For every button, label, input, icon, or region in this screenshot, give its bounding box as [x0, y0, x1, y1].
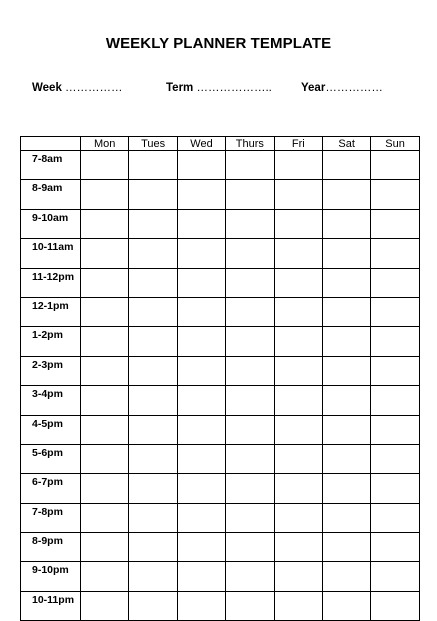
planner-cell[interactable]	[371, 209, 419, 238]
planner-cell[interactable]	[81, 562, 129, 591]
planner-cell[interactable]	[274, 327, 322, 356]
planner-cell[interactable]	[371, 239, 419, 268]
week-label: Week	[32, 82, 66, 94]
day-header-fri: Fri	[274, 137, 322, 151]
time-slot-label: 4-5pm	[21, 415, 81, 444]
planner-cell[interactable]	[129, 268, 177, 297]
planner-cell[interactable]	[226, 444, 274, 473]
time-row	[21, 474, 420, 503]
planner-cell[interactable]	[177, 503, 225, 532]
planner-cell[interactable]	[371, 444, 419, 473]
time-row	[21, 386, 420, 415]
planner-cell[interactable]	[81, 444, 129, 473]
planner-cell[interactable]	[177, 444, 225, 473]
time-slot-label: 1-2pm	[21, 327, 81, 356]
planner-cell[interactable]	[81, 356, 129, 385]
time-row	[21, 415, 420, 444]
planner-cell[interactable]	[129, 180, 177, 209]
planner-cell[interactable]	[226, 533, 274, 562]
day-header-mon: Mon	[81, 137, 129, 151]
time-slot-label: 9-10pm	[21, 562, 81, 591]
planner-cell[interactable]	[129, 562, 177, 591]
planner-cell[interactable]	[274, 268, 322, 297]
planner-cell[interactable]	[226, 503, 274, 532]
time-slot-label: 7-8am	[21, 151, 81, 180]
planner-cell[interactable]	[129, 151, 177, 180]
planner-cell[interactable]	[129, 533, 177, 562]
planner-cell[interactable]	[129, 297, 177, 326]
planner-cell[interactable]	[274, 239, 322, 268]
planner-cell[interactable]	[81, 268, 129, 297]
planner-cell[interactable]	[81, 180, 129, 209]
planner-body	[21, 151, 420, 621]
planner-cell[interactable]	[81, 239, 129, 268]
planner-cell[interactable]	[371, 297, 419, 326]
planner-cell[interactable]	[177, 474, 225, 503]
planner-cell[interactable]	[129, 503, 177, 532]
weekly-planner-table	[20, 136, 420, 621]
planner-cell[interactable]	[226, 356, 274, 385]
planner-cell[interactable]	[129, 356, 177, 385]
planner-cell[interactable]	[371, 415, 419, 444]
planner-cell[interactable]	[129, 239, 177, 268]
planner-cell[interactable]	[81, 415, 129, 444]
planner-cell[interactable]	[322, 180, 370, 209]
time-row	[21, 151, 420, 180]
planner-cell[interactable]	[226, 562, 274, 591]
day-header-thurs: Thurs	[226, 137, 274, 151]
planner-cell[interactable]	[274, 591, 322, 620]
time-slot-label: 2-3pm	[21, 356, 81, 385]
planner-cell[interactable]	[322, 562, 370, 591]
planner-cell[interactable]	[371, 503, 419, 532]
planner-cell[interactable]	[371, 268, 419, 297]
planner-cell[interactable]	[274, 386, 322, 415]
year-field[interactable]	[301, 82, 383, 94]
header-row	[21, 137, 420, 151]
planner-cell[interactable]	[81, 503, 129, 532]
time-row	[21, 562, 420, 591]
planner-cell[interactable]	[226, 415, 274, 444]
corner-cell	[21, 137, 81, 151]
planner-cell[interactable]	[81, 533, 129, 562]
planner-cell[interactable]	[129, 209, 177, 238]
planner-cell[interactable]	[177, 386, 225, 415]
time-slot-label: 10-11am	[21, 239, 81, 268]
planner-cell[interactable]	[81, 474, 129, 503]
planner-cell[interactable]	[177, 268, 225, 297]
time-row	[21, 591, 420, 620]
planner-cell[interactable]	[322, 474, 370, 503]
planner-cell[interactable]	[81, 297, 129, 326]
planner-cell[interactable]	[322, 533, 370, 562]
planner-cell[interactable]	[226, 180, 274, 209]
planner-cell[interactable]	[226, 327, 274, 356]
time-row	[21, 503, 420, 532]
planner-cell[interactable]	[322, 444, 370, 473]
time-row	[21, 356, 420, 385]
planner-cell[interactable]	[274, 562, 322, 591]
planner-cell[interactable]	[81, 327, 129, 356]
planner-cell[interactable]	[226, 239, 274, 268]
planner-cell[interactable]	[371, 562, 419, 591]
planner-cell[interactable]	[322, 327, 370, 356]
time-slot-label: 12-1pm	[21, 297, 81, 326]
planner-cell[interactable]	[177, 533, 225, 562]
planner-cell[interactable]	[322, 591, 370, 620]
planner-cell[interactable]	[177, 239, 225, 268]
planner-cell[interactable]	[81, 151, 129, 180]
planner-cell[interactable]	[129, 444, 177, 473]
planner-cell[interactable]	[226, 209, 274, 238]
day-header-sun: Sun	[371, 137, 419, 151]
planner-cell[interactable]	[322, 415, 370, 444]
time-row	[21, 327, 420, 356]
planner-cell[interactable]	[371, 180, 419, 209]
planner-cell[interactable]	[177, 297, 225, 326]
planner-cell[interactable]	[322, 356, 370, 385]
planner-cell[interactable]	[274, 151, 322, 180]
planner-cell[interactable]	[226, 474, 274, 503]
planner-cell[interactable]	[177, 562, 225, 591]
time-slot-label: 9-10am	[21, 209, 81, 238]
planner-cell[interactable]	[322, 209, 370, 238]
term-blank[interactable]: ………………..	[196, 82, 272, 94]
time-slot-label: 6-7pm	[21, 474, 81, 503]
planner-cell[interactable]	[226, 151, 274, 180]
time-slot-label: 3-4pm	[21, 386, 81, 415]
planner-cell[interactable]	[274, 415, 322, 444]
week-field[interactable]	[32, 82, 123, 94]
planner-cell[interactable]	[274, 533, 322, 562]
time-row	[21, 239, 420, 268]
planner-cell[interactable]	[274, 356, 322, 385]
planner-cell[interactable]	[81, 386, 129, 415]
planner-cell[interactable]	[274, 503, 322, 532]
planner-cell[interactable]	[226, 591, 274, 620]
planner-cell[interactable]	[371, 356, 419, 385]
planner-cell[interactable]	[371, 327, 419, 356]
planner-cell[interactable]	[371, 591, 419, 620]
planner-cell[interactable]	[274, 444, 322, 473]
planner-cell[interactable]	[177, 180, 225, 209]
planner-cell[interactable]	[322, 297, 370, 326]
time-row	[21, 209, 420, 238]
planner-cell[interactable]	[226, 268, 274, 297]
planner-cell[interactable]	[81, 591, 129, 620]
time-slot-label: 5-6pm	[21, 444, 81, 473]
planner-cell[interactable]	[371, 533, 419, 562]
time-row	[21, 444, 420, 473]
time-slot-label: 11-12pm	[21, 268, 81, 297]
planner-cell[interactable]	[274, 180, 322, 209]
planner-cell[interactable]	[322, 239, 370, 268]
planner-cell[interactable]	[371, 474, 419, 503]
year-label: Year	[301, 82, 326, 94]
planner-cell[interactable]	[129, 327, 177, 356]
time-row	[21, 180, 420, 209]
day-header-wed: Wed	[177, 137, 225, 151]
planner-cell[interactable]	[322, 503, 370, 532]
planner-cell[interactable]	[322, 268, 370, 297]
term-field[interactable]	[166, 82, 272, 94]
planner-cell[interactable]	[274, 209, 322, 238]
time-slot-label: 8-9am	[21, 180, 81, 209]
day-header-sat: Sat	[322, 137, 370, 151]
planner-cell[interactable]	[177, 415, 225, 444]
time-slot-label: 7-8pm	[21, 503, 81, 532]
week-blank[interactable]: ……………	[65, 82, 123, 94]
planner-cell[interactable]	[371, 151, 419, 180]
planner-cell[interactable]	[322, 386, 370, 415]
planner-cell[interactable]	[129, 591, 177, 620]
planner-cell[interactable]	[81, 209, 129, 238]
planner-cell[interactable]	[226, 386, 274, 415]
page-title: WEEKLY PLANNER TEMPLATE	[105, 35, 332, 52]
time-row	[21, 268, 420, 297]
planner-cell[interactable]	[322, 151, 370, 180]
planner-cell[interactable]	[177, 327, 225, 356]
day-header-tues: Tues	[129, 137, 177, 151]
year-blank[interactable]: ……………	[325, 82, 383, 94]
planner-cell[interactable]	[177, 591, 225, 620]
planner-cell[interactable]	[371, 386, 419, 415]
planner-cell[interactable]	[129, 474, 177, 503]
planner-cell[interactable]	[226, 297, 274, 326]
time-row	[21, 297, 420, 326]
planner-cell[interactable]	[177, 356, 225, 385]
planner-cell[interactable]	[129, 415, 177, 444]
time-slot-label: 10-11pm	[21, 591, 81, 620]
planner-cell[interactable]	[274, 474, 322, 503]
time-row	[21, 533, 420, 562]
planner-cell[interactable]	[274, 297, 322, 326]
time-slot-label: 8-9pm	[21, 533, 81, 562]
planner-cell[interactable]	[177, 151, 225, 180]
planner-cell[interactable]	[129, 386, 177, 415]
planner-cell[interactable]	[177, 209, 225, 238]
term-label: Term	[166, 82, 197, 94]
